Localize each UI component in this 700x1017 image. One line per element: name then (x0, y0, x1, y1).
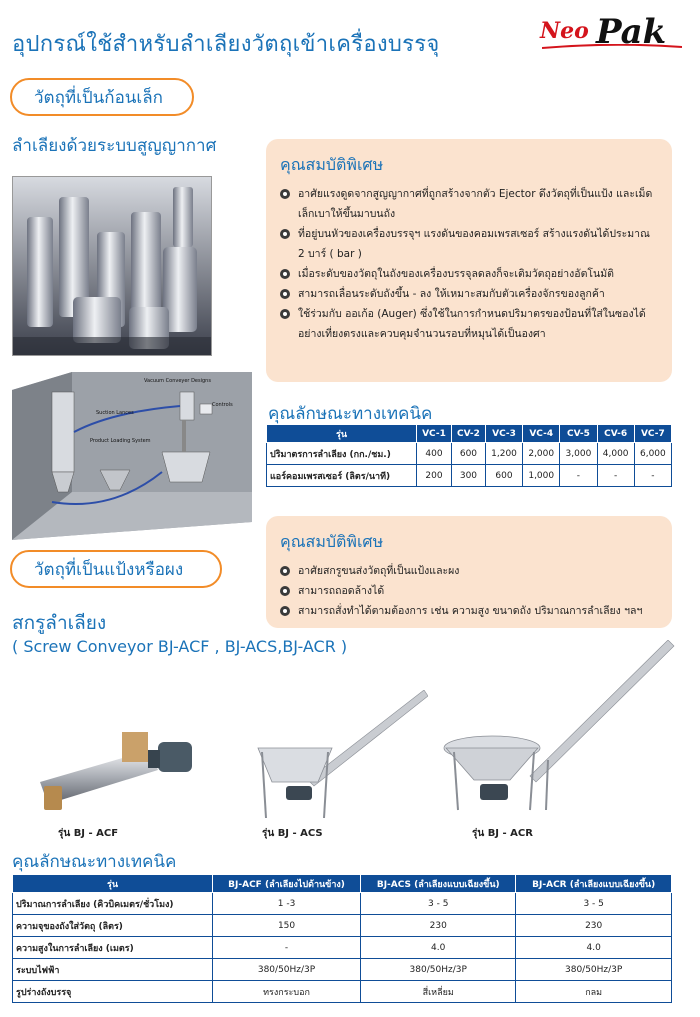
table-header-row (13, 875, 672, 893)
table-cell: 400 (417, 443, 452, 465)
table-row (13, 937, 672, 959)
caption-bj-acr: รุ่น BJ - ACR (472, 828, 533, 839)
table-header-cell: CV-2 (451, 425, 485, 443)
table-cell: ปริมาตรการลำเลียง (กก./ชม.) (267, 443, 417, 465)
spec-heading-powder: คุณลักษณะทางเทคนิค (12, 852, 177, 872)
table-row (13, 959, 672, 981)
spec-heading-vacuum: คุณลักษณะทางเทคนิค (268, 404, 433, 424)
table-cell: ทรงกระบอก (213, 981, 361, 1003)
spec-table-powder (12, 874, 672, 1003)
bj-acr-photo (440, 640, 680, 824)
feature-item: สามารถสั่งทำได้ตามต้องการ เช่น ความสูง ขนาดถัง ปริมาณการลำเลียง ฯลฯ (280, 601, 658, 621)
logo-pak: Pak (596, 12, 667, 52)
table-header-cell: VC-4 (523, 425, 560, 443)
table-cell: 4.0 (361, 937, 516, 959)
table-cell: - (560, 465, 597, 487)
bj-acs-photo (248, 690, 428, 822)
features-title: คุณสมบัติพิเศษ (280, 155, 384, 174)
features-box-powder (266, 516, 672, 628)
feature-item: สามารถเลื่อนระดับถังขึ้น - ลง ให้เหมาะสมกับตัวเครื่องจักรของลูกค้า (280, 284, 658, 304)
table-cell: 3,000 (560, 443, 597, 465)
diagram-label-loading: Product Loading System (90, 438, 151, 444)
bullet-icon (280, 586, 290, 596)
neopak-logo (540, 14, 690, 58)
table-cell: สี่เหลี่ยม (361, 981, 516, 1003)
vacuum-heading: ลำเลียงด้วยระบบสูญญากาศ (12, 136, 217, 156)
table-cell: แอร์คอมเพรสเซอร์ (ลิตร/นาที) (267, 465, 417, 487)
bullet-icon (280, 309, 290, 319)
table-row (267, 443, 672, 465)
diagram-label-suction: Suction Lances (96, 410, 134, 416)
table-row (267, 465, 672, 487)
table-header-cell: VC-1 (417, 425, 452, 443)
feature-item: เมื่อระดับของวัตถุในถังของเครื่องบรรจุลดลงก็จะเติมวัตถุอย่างอัตโนมัติ (280, 264, 658, 284)
table-cell: 4,000 (597, 443, 634, 465)
table-cell: 230 (361, 915, 516, 937)
table-cell: ระบบไฟฟ้า (13, 959, 213, 981)
bullet-icon (280, 606, 290, 616)
table-cell: 2,000 (523, 443, 560, 465)
feature-item: อาศัยแรงดูดจากสูญญากาศที่ถูกสร้างจากตัว Ejector ดึงวัตถุที่เป็นแป้ง และเม็ดเล็กเบาให้ขึ้นมาบนถัง (280, 184, 658, 224)
table-cell: 1,000 (523, 465, 560, 487)
table-header-row (267, 425, 672, 443)
table-header-cell: BJ-ACS (ลำเลียงแบบเฉียงขึ้น) (361, 875, 516, 893)
table-cell: กลม (516, 981, 672, 1003)
table-cell: 380/50Hz/3P (213, 959, 361, 981)
table-header-cell: VC-3 (485, 425, 522, 443)
table-cell: 380/50Hz/3P (516, 959, 672, 981)
table-cell: ความสูงในการลำเลียง (เมตร) (13, 937, 213, 959)
table-cell: รูปร่างถังบรรจุ (13, 981, 213, 1003)
table-cell: ปริมาณการลำเลียง (คิวบิคเมตร/ชั่วโมง) (13, 893, 213, 915)
table-cell: 3 - 5 (361, 893, 516, 915)
bullet-icon (280, 269, 290, 279)
screw-heading: สกรูลำเลียง (12, 612, 107, 634)
table-cell: - (213, 937, 361, 959)
table-header-cell: CV-6 (597, 425, 634, 443)
caption-bj-acf: รุ่น BJ - ACF (58, 828, 119, 839)
feature-item: สามารถถอดล้างได้ (280, 581, 658, 601)
table-cell: 300 (451, 465, 485, 487)
table-cell: 600 (485, 465, 522, 487)
caption-bj-acs: รุ่น BJ - ACS (262, 828, 323, 839)
table-cell: 6,000 (634, 443, 671, 465)
features-box-vacuum (266, 139, 672, 382)
screw-subheading: ( Screw Conveyor BJ-ACF , BJ-ACS,BJ-ACR ) (12, 637, 348, 656)
table-header-cell: VC-7 (634, 425, 671, 443)
bullet-icon (280, 189, 290, 199)
table-cell: 1,200 (485, 443, 522, 465)
table-row (13, 915, 672, 937)
vacuum-system-diagram (12, 372, 252, 540)
features-list (280, 184, 658, 344)
table-cell: 3 - 5 (516, 893, 672, 915)
category-pill-small-pieces: วัตถุที่เป็นก้อนเล็ก (10, 78, 194, 116)
table-row (13, 893, 672, 915)
table-cell: 230 (516, 915, 672, 937)
table-row (13, 981, 672, 1003)
table-cell: - (597, 465, 634, 487)
page-title: อุปกรณ์ใช้สำหรับลำเลียงวัตถุเข้าเครื่องบรรจุ (12, 32, 440, 57)
logo-neo: Neo (540, 18, 589, 44)
bullet-icon (280, 566, 290, 576)
logo-swoosh-icon (542, 44, 682, 50)
table-cell: 380/50Hz/3P (361, 959, 516, 981)
feature-item: ที่อยู่บนหัวของเครื่องบรรจุฯ แรงดันของคอมเพรสเซอร์ สร้างแรงดันได้ประมาณ 2 บาร์ ( bar ) (280, 224, 658, 264)
feature-item: ใช้ร่วมกับ ออเก้อ (Auger) ซึ่งใช้ในการกำหนดปริมาตรของป้อนที่ใส่ในซองได้อย่างเที่ยงตรงและควบคุมจำนวนรอบที่หมุนได้เป็นองศา (280, 304, 658, 344)
table-header-cell: รุ่น (13, 875, 213, 893)
table-header-cell: CV-5 (560, 425, 597, 443)
feature-item: อาศัยสกรูขนส่งวัตถุที่เป็นแป้งและผง (280, 561, 658, 581)
table-header-cell: BJ-ACF (ลำเลียงไปด้านข้าง) (213, 875, 361, 893)
table-cell: 4.0 (516, 937, 672, 959)
table-cell: 1 -3 (213, 893, 361, 915)
table-cell: - (634, 465, 671, 487)
spec-table-vacuum (266, 424, 672, 487)
features-title: คุณสมบัติพิเศษ (280, 532, 384, 551)
table-header-cell: รุ่น (267, 425, 417, 443)
features-list (280, 561, 658, 621)
category-pill-powder: วัตถุที่เป็นแป้งหรือผง (10, 550, 222, 588)
table-cell: 600 (451, 443, 485, 465)
table-header-cell: BJ-ACR (ลำเลียงแบบเฉียงขึ้น) (516, 875, 672, 893)
vacuum-conveyor-photo (12, 176, 212, 356)
diagram-label-controls: Controls (212, 402, 233, 408)
table-cell: ความจุของถังใส่วัตถุ (ลิตร) (13, 915, 213, 937)
table-cell: 200 (417, 465, 452, 487)
table-cell: 150 (213, 915, 361, 937)
diagram-label-design: Vacuum Conveyer Designs (144, 378, 211, 384)
bullet-icon (280, 289, 290, 299)
bj-acf-photo (30, 720, 210, 820)
bullet-icon (280, 229, 290, 239)
